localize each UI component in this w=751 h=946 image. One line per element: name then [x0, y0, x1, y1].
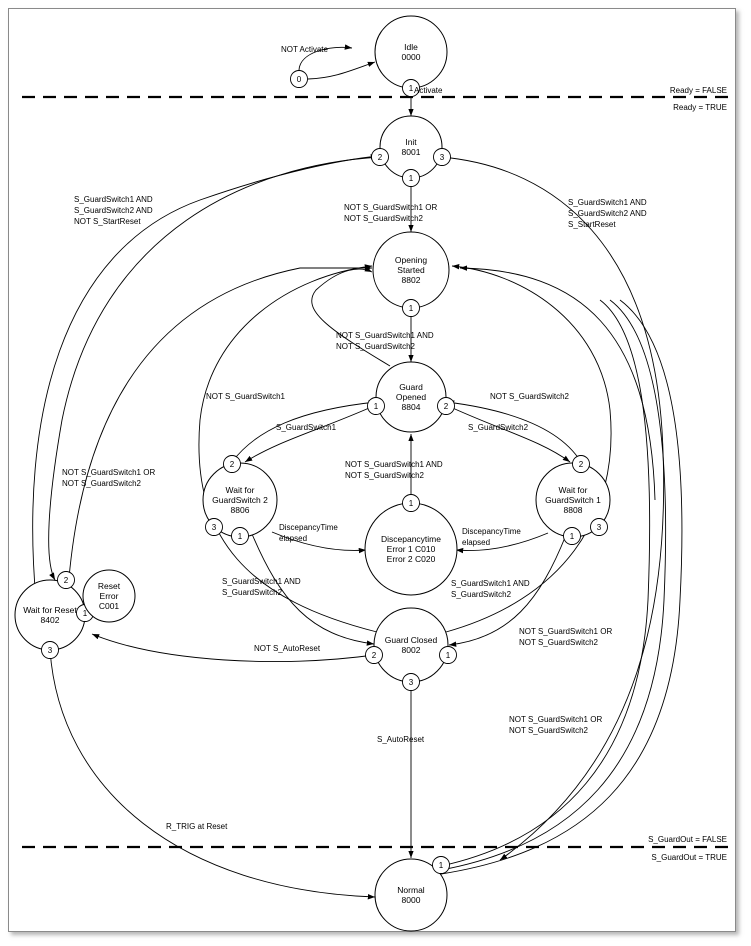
edge-label-line: NOT S_GuardSwitch2	[345, 471, 424, 480]
edge-label-not-activate	[281, 45, 329, 54]
edge-label-not-gs1	[206, 392, 286, 401]
state-node-start[interactable]	[291, 71, 308, 88]
state-label: Init	[405, 137, 417, 147]
state-label: 8402	[40, 615, 60, 625]
state-label: Guard Closed	[384, 635, 438, 645]
state-label: Normal	[397, 885, 425, 895]
state-port-label: 3	[408, 678, 414, 687]
edge-label-gs1-and-gs2-left	[222, 577, 301, 597]
edge-label-autoreset	[377, 735, 425, 744]
edge-label-line: NOT S_GuardSwitch1 OR	[509, 715, 603, 724]
state-node-idle[interactable]	[375, 16, 447, 97]
state-port-label: 2	[229, 460, 235, 469]
edge-label-gs1	[276, 423, 337, 432]
state-port-label: 2	[377, 153, 383, 162]
state-node-wait2[interactable]	[203, 456, 277, 545]
state-label: Reset	[97, 581, 121, 591]
edge-label-line: S_GuardSwitch1 AND	[74, 195, 153, 204]
edge-label-line: NOT S_GuardSwitch2	[509, 726, 588, 735]
state-node-waitreset[interactable]	[15, 572, 94, 659]
state-label: Wait for	[558, 485, 588, 495]
state-label: Opened	[395, 392, 427, 402]
state-label: 8001	[401, 147, 421, 157]
state-port-label: 3	[47, 646, 53, 655]
edge-label-discrep-left	[279, 523, 338, 543]
state-node-reseterr[interactable]	[83, 570, 135, 622]
edge-label-line: NOT S_GuardSwitch1	[206, 392, 285, 401]
state-port-label: 1	[408, 174, 414, 183]
state-label: 8002	[401, 645, 421, 655]
edge-label-line: NOT S_GuardSwitch1 AND	[336, 331, 434, 340]
state-label: Error 1 C010	[386, 544, 436, 554]
state-label: GuardSwitch 1	[545, 495, 601, 505]
edge-label-line: Activate	[414, 86, 443, 95]
edge-labels	[62, 45, 647, 831]
state-node-init[interactable]	[372, 116, 451, 187]
edge-label-line: S_GuardSwitch2 AND	[74, 206, 153, 215]
state-label: 8808	[563, 505, 583, 515]
edge-label-line: S_GuardSwitch1 AND	[451, 579, 530, 588]
state-port-label: 0	[296, 75, 302, 84]
edge-label-line: elapsed	[279, 534, 308, 543]
state-label: 8000	[401, 895, 421, 905]
edge-label-gs1-gs2-nostart	[74, 195, 153, 226]
edge-label-not-gs1-and-gs2-low	[345, 460, 443, 480]
state-node-normal[interactable]	[375, 857, 450, 932]
state-label: 8806	[230, 505, 250, 515]
edge-label-line: NOT S_GuardSwitch1 OR	[519, 627, 613, 636]
state-port-label: 1	[408, 84, 414, 93]
edge-label-rtrig-reset	[166, 822, 228, 831]
edge-label-not-gs1-or-gs2-right	[519, 627, 612, 647]
edge-label-line: NOT S_GuardSwitch1 AND	[345, 460, 443, 469]
edge-label-gs1-gs2-start	[568, 198, 647, 229]
state-port-label: 1	[445, 651, 451, 660]
state-port-label: 1	[408, 304, 414, 313]
edge-label-line: elapsed	[462, 538, 491, 547]
state-port-label: 3	[596, 523, 602, 532]
state-port-label: 2	[63, 576, 69, 585]
edge-label-line: S_GuardSwitch2 AND	[568, 209, 647, 218]
edge-label-not-gs1-or-gs2-left	[62, 468, 155, 488]
state-label: Opening	[394, 255, 428, 265]
state-port-label: 1	[408, 499, 414, 508]
edge-label-line: NOT S_GuardSwitch2	[62, 479, 141, 488]
edge-label-line: DiscepancyTime	[279, 523, 338, 532]
edge-label-not-autoreset	[254, 644, 321, 653]
edge-label-line: NOT S_AutoReset	[254, 644, 321, 653]
edge-label-line: NOT S_GuardSwitch2	[519, 638, 598, 647]
edge-label-line: NOT Activate	[281, 45, 328, 54]
state-node-guardclos[interactable]	[366, 608, 457, 691]
edge-label-line: NOT S_GuardSwitch2	[344, 214, 423, 223]
zone-label-ready-false: Ready = FALSE	[669, 86, 727, 95]
edge-label-line: DiscepancyTime	[462, 527, 521, 536]
state-port-label: 2	[578, 460, 584, 469]
state-label: 0000	[401, 52, 421, 62]
edge-label-line: NOT S_GuardSwitch2	[490, 392, 569, 401]
state-port-label: 3	[439, 153, 445, 162]
state-label: Discepancytime	[381, 534, 441, 544]
state-port-label: 1	[82, 609, 88, 618]
state-label: Error 2 C020	[386, 554, 436, 564]
state-port-label: 1	[237, 532, 243, 541]
edge-label-line: NOT S_StartReset	[74, 217, 141, 226]
state-node-guardopen[interactable]	[368, 362, 455, 432]
edge-label-line: S_GuardSwitch2	[222, 588, 283, 597]
edge-label-line: NOT S_GuardSwitch1 OR	[62, 468, 156, 477]
edge-label-activate	[414, 86, 443, 95]
edge-label-line: S_GuardSwitch1 AND	[568, 198, 647, 207]
zone-label-guardout-false: S_GuardOut = FALSE	[648, 835, 727, 844]
state-label: 8804	[401, 402, 421, 412]
state-label: Wait for	[225, 485, 255, 495]
state-node-opening[interactable]	[373, 232, 449, 317]
state-label: Guard	[399, 382, 423, 392]
edge-label-line: S_GuardSwitch1	[276, 423, 337, 432]
zone-label-guardout-true: S_GuardOut = TRUE	[651, 853, 727, 862]
state-label: Idle	[404, 42, 418, 52]
edge-label-line: S_GuardSwitch2	[451, 590, 512, 599]
state-label: Error	[99, 591, 119, 601]
state-node-discrep[interactable]	[365, 495, 457, 596]
state-label: 8802	[401, 275, 421, 285]
edge-label-gs2	[468, 423, 529, 432]
edge-label-not-gs1-or-gs2-top	[344, 203, 437, 223]
state-label: Started	[397, 265, 425, 275]
edge-label-line: S_GuardSwitch1 AND	[222, 577, 301, 586]
edge-label-line: NOT S_GuardSwitch2	[336, 342, 415, 351]
state-port-label: 1	[373, 402, 379, 411]
state-port-label: 2	[371, 651, 377, 660]
state-node-wait1[interactable]	[536, 456, 610, 545]
edge-label-line: S_AutoReset	[377, 735, 425, 744]
zone-label-ready-true: Ready = TRUE	[673, 103, 727, 112]
edge-label-line: NOT S_GuardSwitch1 OR	[344, 203, 438, 212]
state-port-label: 1	[569, 532, 575, 541]
edge-label-not-gs1-or-gs2-lowright	[509, 715, 602, 735]
state-port-label: 1	[438, 861, 444, 870]
state-port-label: 3	[211, 523, 217, 532]
edge-label-line: S_GuardSwitch2	[468, 423, 529, 432]
state-label: GuardSwitch 2	[212, 495, 268, 505]
state-label: Wait for Reset	[23, 605, 77, 615]
state-port-label: 2	[443, 402, 449, 411]
edge-label-not-gs2	[490, 392, 570, 401]
edge-label-gs1-and-gs2-right	[451, 579, 530, 599]
state-label: C001	[98, 601, 120, 611]
edge-label-discrep-right	[462, 527, 521, 547]
edge-label-line: R_TRIG at Reset	[166, 822, 228, 831]
edge-label-line: S_StartReset	[568, 220, 616, 229]
